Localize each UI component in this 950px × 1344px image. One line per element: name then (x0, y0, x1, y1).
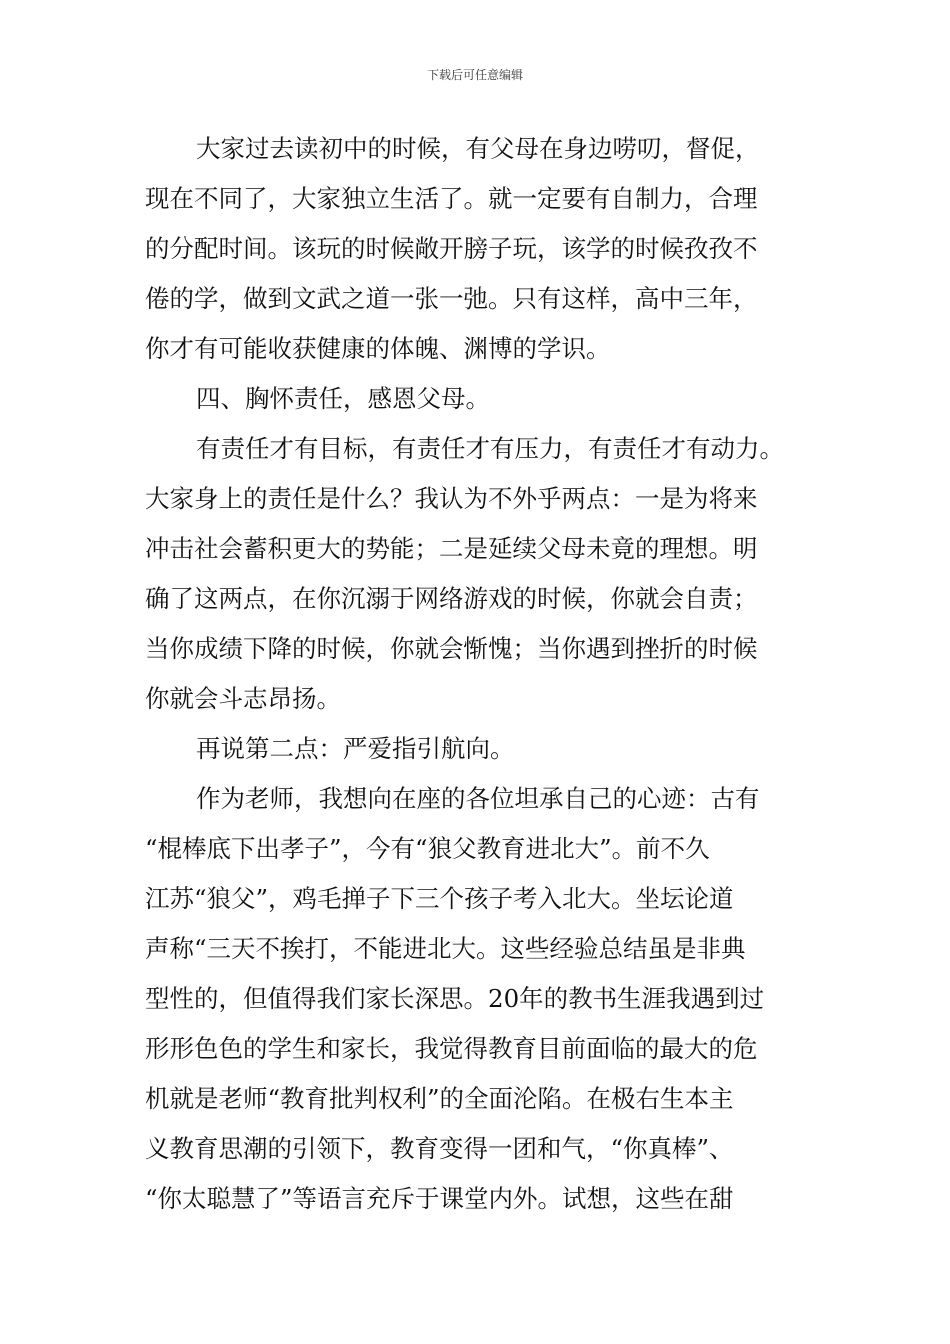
section-heading: 再说第二点：严爱指引航向。 (196, 734, 515, 763)
section-heading: 四、胸怀责任，感恩父母。 (196, 384, 490, 413)
text-line: 你就会斗志昂扬。 (145, 684, 341, 713)
text-line: 形形色色的学生和家长，我觉得教育目前面临的最大的危 (145, 1034, 758, 1063)
text-line: 大家过去读初中的时候，有父母在身边唠叨，督促， (196, 134, 760, 163)
text-line: 冲击社会蓄积更大的势能；二是延续父母未竟的理想。明 (145, 534, 758, 563)
text-line: 义教育思潮的引领下，教育变得一团和气，“你真棒”、 (145, 1134, 734, 1163)
text-line: 你才有可能收获健康的体魄、渊博的学识。 (145, 334, 611, 363)
text-line: 声称“三天不挨打，不能进北大。这些经验总结虽是非典 (145, 934, 746, 963)
text-line: 有责任才有目标，有责任才有压力，有责任才有动力。 (196, 434, 784, 463)
text-line: “棍棒底下出孝子”，今有“狼父教育进北大”。前不久 (145, 834, 710, 863)
text-line: 型性的，但值得我们家长深思。20年的教书生涯我遇到过 (145, 984, 765, 1013)
page-header: 下载后可任意编辑 (426, 68, 523, 82)
text-line: 机就是老师“教育批判权利”的全面沦陷。在极右生本主 (145, 1084, 734, 1113)
text-line: “你太聪慧了”等语言充斥于课堂内外。试想，这些在甜 (145, 1184, 734, 1213)
text-line: 确了这两点，在你沉溺于网络游戏的时候，你就会自责； (145, 584, 758, 613)
text-line: 大家身上的责任是什么？我认为不外乎两点：一是为将来 (145, 484, 758, 513)
text-line: 倦的学，做到文武之道一张一弛。只有这样，高中三年， (145, 284, 758, 313)
text-line: 作为老师，我想向在座的各位坦承自己的心迹：古有 (196, 784, 760, 813)
text-line: 的分配时间。该玩的时候敞开膀子玩，该学的时候孜孜不 (145, 234, 758, 263)
text-line: 现在不同了，大家独立生活了。就一定要有自制力，合理 (145, 184, 758, 213)
text-line: 当你成绩下降的时候，你就会惭愧；当你遇到挫折的时候 (145, 634, 758, 663)
text-line: 江苏“狼父”，鸡毛掸子下三个孩子考入北大。坐坛论道 (145, 884, 734, 913)
